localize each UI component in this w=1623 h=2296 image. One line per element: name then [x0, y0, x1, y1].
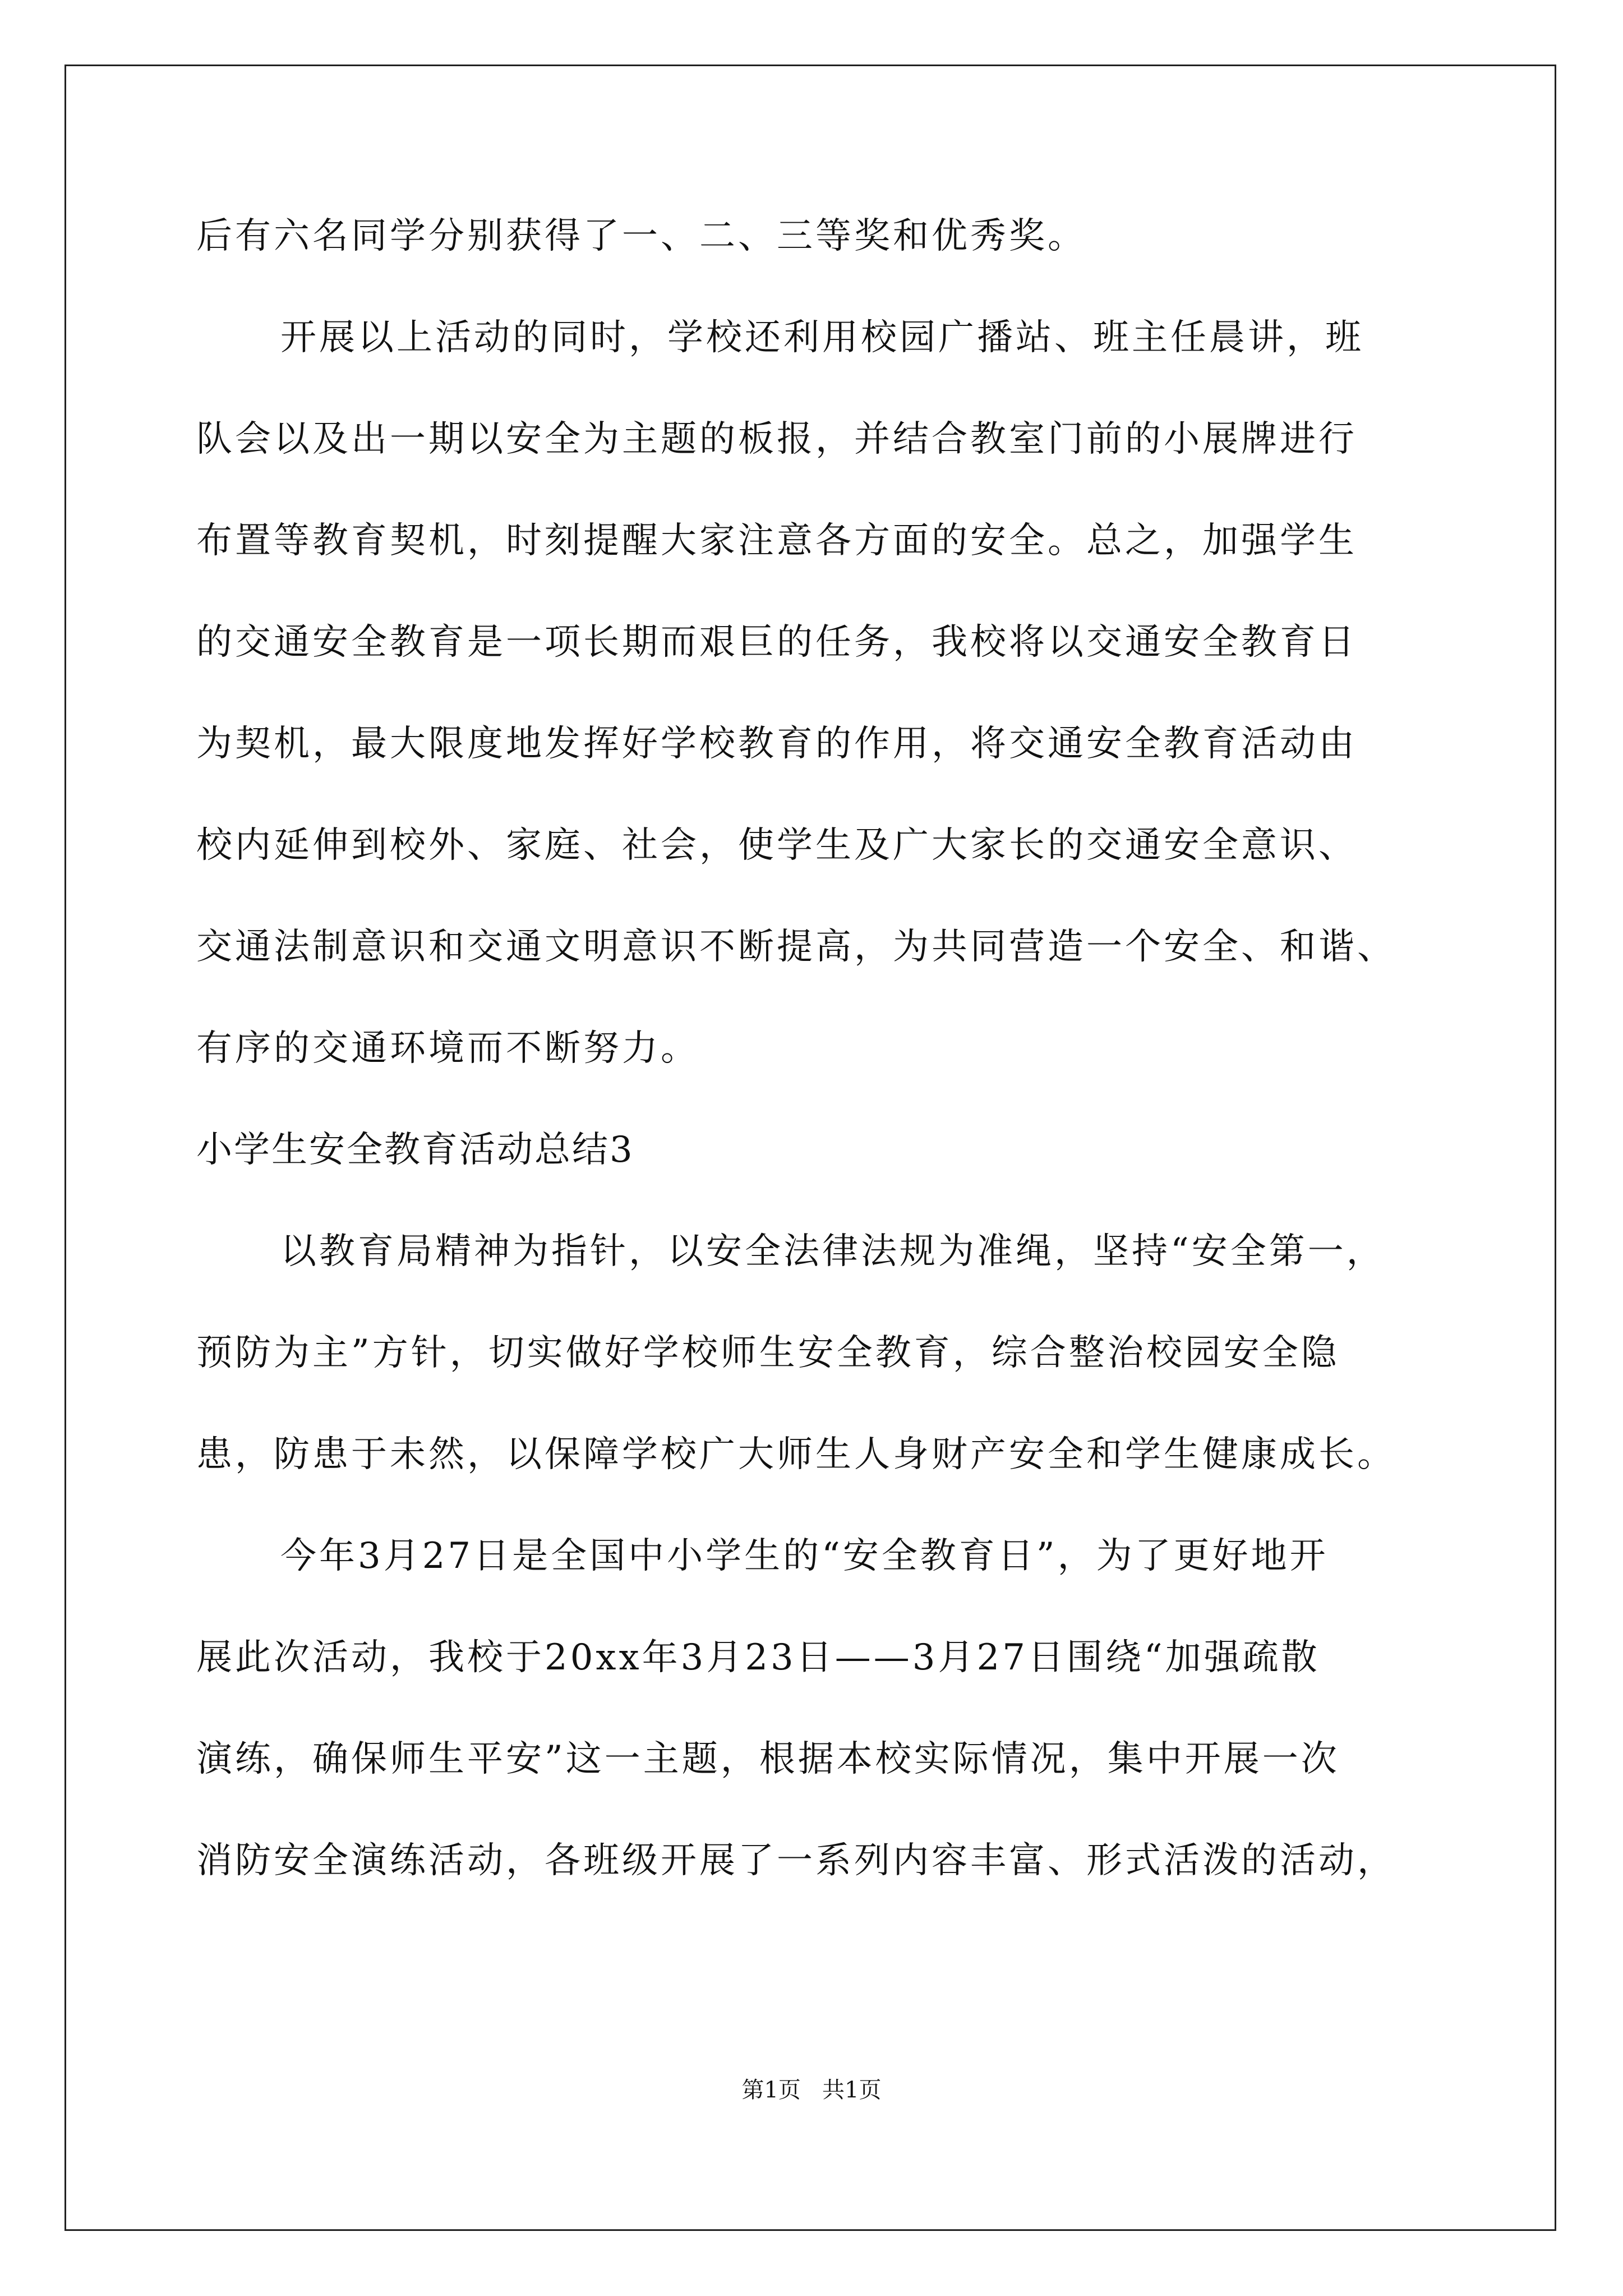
section-heading: 小学生安全教育活动总结3 [196, 1129, 634, 1171]
text-line: 交通法制意识和交通文明意识不断提高，为共同营造一个安全、和谐、 [196, 926, 1396, 968]
text-line: 展此次活动，我校于20xx年3月23日——3月27日围绕“加强疏散 [196, 1637, 1320, 1678]
text-line: 后有六名同学分别获得了一、二、三等奖和优秀奖。 [196, 215, 1086, 257]
text-line: 预防为主”方针，切实做好学校师生安全教育，综合整治校园安全隐 [196, 1332, 1340, 1374]
text-line: 有序的交通环境而不断努力。 [196, 1028, 699, 1069]
document-body [196, 205, 1430, 1931]
text-line: 为契机，最大限度地发挥好学校教育的作用，将交通安全教育活动由 [196, 723, 1357, 765]
page-footer: 第1页 共1页 [741, 2077, 882, 2103]
paragraph-start: 开展以上活动的同时，学校还利用校园广播站、班主任晨讲，班 [280, 317, 1364, 358]
text-line: 校内延伸到校外、家庭、社会，使学生及广大家长的交通安全意识、 [196, 825, 1357, 866]
text-line: 患，防患于未然，以保障学校广大师生人身财产安全和学生健康成长。 [196, 1434, 1396, 1475]
paragraph-start: 以教育局精神为指针，以安全法律法规为准绳，坚持“安全第一， [280, 1231, 1385, 1272]
text-line: 布置等教育契机，时刻提醒大家注意各方面的安全。总之，加强学生 [196, 520, 1357, 562]
text-line: 消防安全演练活动，各班级开展了一系列内容丰富、形式活泼的活动， [196, 1840, 1396, 1881]
paragraph-start: 今年3月27日是全国中小学生的“安全教育日”，为了更好地开 [280, 1535, 1329, 1577]
text-line: 演练，确保师生平安”这一主题，根据本校实际情况，集中开展一次 [196, 1738, 1340, 1780]
text-line: 队会以及出一期以安全为主题的板报，并结合教室门前的小展牌进行 [196, 418, 1357, 460]
text-line: 的交通安全教育是一项长期而艰巨的任务，我校将以交通安全教育日 [196, 622, 1357, 663]
